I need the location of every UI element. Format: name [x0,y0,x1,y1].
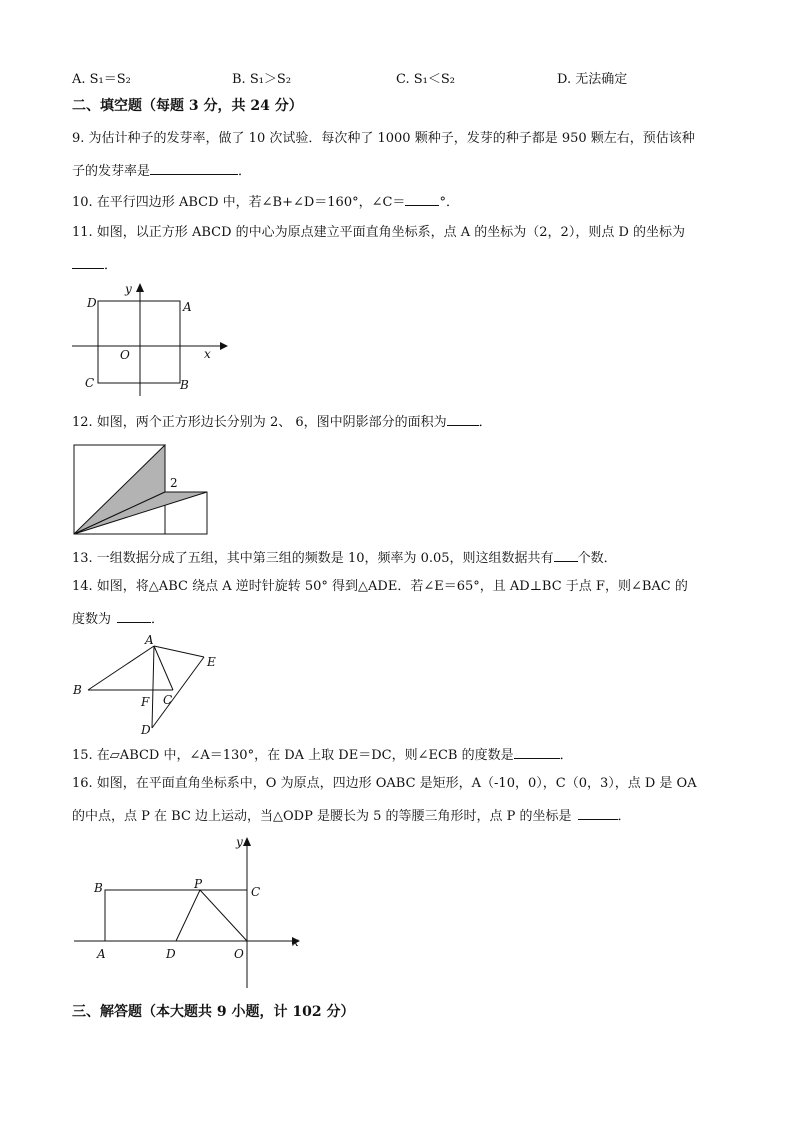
q14-label-d: D [141,723,151,737]
q16-label-p: P [194,877,203,891]
q16-label-b: B [94,881,103,895]
section3-title: 三、解答题（本大题共 9 小题，计 102 分） [72,1004,355,1020]
q9-line1: 9. 为估计种子的发芽率，做了 10 次试验．每次种了 1000 颗种子，发芽的种子都是 950 颗左右，预估该种 [72,131,695,146]
q12-text: 12. 如图，两个正方形边长分别为 2、 6，图中阴影部分的面积为 [72,415,447,430]
q16-label-d: D [166,947,176,961]
q11-line2 [72,255,117,275]
q15-text: 15. 在▱ABCD 中，∠A＝130°，在 DA 上取 DE＝DC，则∠ECB 的度数是 [72,748,514,763]
q11-figure [60,280,230,400]
q13-line [72,548,617,568]
q9-line2 [72,161,251,181]
option-c: C. S₁＜S₂ [396,72,455,87]
q11-label-x: x [204,347,211,361]
option-b: B. S₁＞S₂ [232,72,292,87]
q11-label-a: A [183,300,192,314]
q10-end: °． [439,195,459,210]
q11-label-c: C [85,376,95,390]
q15-answer-blank[interactable] [514,745,560,759]
q16-label-a: A [97,947,106,961]
q16-figure [70,830,310,990]
option-d: D. 无法确定 [557,72,628,87]
q14-line2 [72,609,164,629]
q14-label-b: B [73,683,82,697]
q16-text: 的中点，点 P 在 BC 边上运动，当△ODP 是腰长为 5 的等腰三角形时，点 P 的坐标是 [72,809,572,824]
q14-label-e: E [207,655,216,669]
q14-figure [70,632,230,740]
q11-label-b: B [180,378,189,392]
q16-label-y: y [236,835,243,849]
q12-answer-blank[interactable] [447,412,479,426]
q16-label-c: C [251,885,261,899]
q12-end: ． [478,415,492,430]
q16-line2 [72,806,631,826]
q12-line [72,412,492,432]
q9-end: ． [238,164,252,179]
q13-answer-blank[interactable] [554,548,578,562]
q14-end: ． [151,612,165,627]
q11-answer-blank[interactable] [72,255,104,269]
q14-label-a: A [145,633,154,647]
q15-line [72,745,573,765]
q11-label-o: O [120,348,130,362]
q14-line1: 14. 如图，将△ABC 绕点 A 逆时针旋转 50° 得到△ADE．若∠E＝65°，且 AD⊥BC 于点 F，则∠BAC 的 [72,579,688,594]
q14-label-c: C [163,693,173,707]
q9-answer-blank[interactable] [150,161,238,175]
q14-label-f: F [141,695,150,709]
q11-label-y: y [125,282,132,296]
q14-answer-blank[interactable] [117,609,151,623]
q10-text: 10. 在平行四边形 ABCD 中，若∠B+∠D＝160°，∠C＝ [72,195,406,210]
q12-label-2: 2 [170,476,178,490]
q10-line [72,192,459,212]
q13-end: 个数． [577,551,617,566]
q11-end: ． [104,258,118,273]
q16-end: ． [617,809,631,824]
option-a: A. S₁＝S₂ [72,72,131,87]
q15-end: ． [559,748,573,763]
q9-text: 子的发芽率是 [72,164,151,179]
q16-label-x: x [292,935,299,949]
section2-title: 二、填空题（每题 3 分，共 24 分） [72,98,303,114]
q14-text: 度数为 [72,612,112,627]
q16-answer-blank[interactable] [578,806,618,820]
q16-label-o: O [234,947,244,961]
q16-line1: 16. 如图，在平面直角坐标系中，O 为原点，四边形 OABC 是矩形，A（-10，0），C（0，3），点 D 是 OA [72,776,697,791]
q11-line1: 11. 如图，以正方形 ABCD 的中心为原点建立平面直角坐标系，点 A 的坐标为（2，2），则点 D 的坐标为 [72,225,686,240]
q12-figure [72,443,212,535]
q13-text: 13. 一组数据分成了五组，其中第三组的频数是 10，频率为 0.05，则这组数据共有 [72,551,554,566]
q10-answer-blank[interactable] [405,192,439,206]
q11-label-d: D [87,296,97,310]
